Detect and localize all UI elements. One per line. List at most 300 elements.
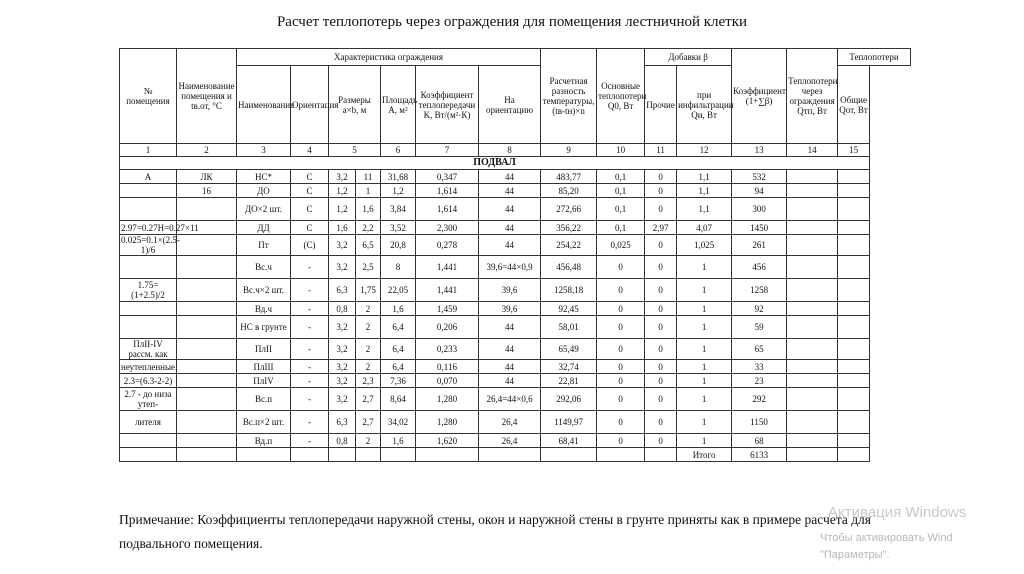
table-cell: 16 xyxy=(177,184,237,198)
table-cell: 1150 xyxy=(732,411,787,434)
table-cell: 0,278 xyxy=(416,235,479,256)
table-cell: 300 xyxy=(732,198,787,221)
table-cell: 22,81 xyxy=(541,374,597,388)
table-cell xyxy=(120,256,177,279)
table-cell: 2 xyxy=(356,302,381,316)
table-row xyxy=(120,302,911,316)
header-enclosure-name: Наименование xyxy=(237,66,291,144)
col-number: 4 xyxy=(291,144,329,157)
table-cell xyxy=(381,448,416,462)
table-row xyxy=(120,221,911,235)
table-cell: 8 xyxy=(381,256,416,279)
table-cell: 0,233 xyxy=(416,339,479,360)
table-cell: 7,36 xyxy=(381,374,416,388)
table-cell: 0 xyxy=(597,316,645,339)
table-cell: лителя xyxy=(120,411,177,434)
header-orientation: Ориентация xyxy=(291,66,329,144)
table-cell: ПлII-IV рассм. как xyxy=(120,339,177,360)
table-cell xyxy=(838,302,870,316)
table-cell: 1 xyxy=(677,279,732,302)
table-cell xyxy=(787,388,838,411)
table-cell: 44 xyxy=(479,235,541,256)
table-cell: 1,441 xyxy=(416,279,479,302)
table-cell xyxy=(177,339,237,360)
watermark-line: Чтобы активировать Wind xyxy=(820,532,953,544)
table-cell: - xyxy=(291,388,329,411)
col-number: 2 xyxy=(177,144,237,157)
table-cell: НС* xyxy=(237,170,291,184)
table-cell: 2 xyxy=(356,360,381,374)
table-cell xyxy=(838,279,870,302)
table-row xyxy=(120,279,911,302)
col-number: 3 xyxy=(237,144,291,157)
table-cell: 0 xyxy=(645,184,677,198)
table-cell: Вс.п xyxy=(237,388,291,411)
table-cell: 3,2 xyxy=(329,235,356,256)
table-cell: 2,97 xyxy=(645,221,677,235)
table-cell: 1,280 xyxy=(416,411,479,434)
table-cell: 34,02 xyxy=(381,411,416,434)
table-cell: - xyxy=(291,374,329,388)
table-cell xyxy=(291,448,329,462)
table-cell: Вс.п×2 шт. xyxy=(237,411,291,434)
table-cell: 1 xyxy=(677,302,732,316)
col-number: 5 xyxy=(329,144,381,157)
table-cell: 0,1 xyxy=(597,198,645,221)
table-cell xyxy=(177,360,237,374)
table-cell: 3,2 xyxy=(329,316,356,339)
footnote: Примечание: Коэффициенты теплопередачи наружной стены, окон и наружной стены в грунте приняты как в примере расчета для подвального помещения. xyxy=(119,512,872,551)
header-area: Площадь A, м² xyxy=(381,66,416,144)
table-cell: 6,5 xyxy=(356,235,381,256)
header-infiltration: при инфильтрации Qи, Вт xyxy=(677,66,732,144)
table-cell: 1,614 xyxy=(416,184,479,198)
table-cell: 0,1 xyxy=(597,170,645,184)
table-cell: 1,280 xyxy=(416,388,479,411)
table-cell: 0,025 xyxy=(597,235,645,256)
table-cell: 0.025=0.1×(2.5-1)/6 xyxy=(121,235,180,255)
table-cell: 32,74 xyxy=(541,360,597,374)
table-cell: 0,8 xyxy=(329,302,356,316)
table-cell xyxy=(356,448,381,462)
header-add-orientation: На ориентацию xyxy=(479,66,541,144)
table-cell: 39,6 xyxy=(479,279,541,302)
table-cell: 1,2 xyxy=(381,184,416,198)
table-cell xyxy=(120,184,177,198)
table-cell: 68,41 xyxy=(541,434,597,448)
table-cell: 1149,97 xyxy=(541,411,597,434)
table-cell: 1 xyxy=(677,388,732,411)
table-cell xyxy=(120,198,177,221)
table-cell: 1,620 xyxy=(416,434,479,448)
table-cell xyxy=(838,360,870,374)
table-cell: - xyxy=(291,279,329,302)
table-cell: 2 xyxy=(356,316,381,339)
table-cell xyxy=(787,221,838,235)
table-cell xyxy=(787,170,838,184)
table-row xyxy=(120,170,911,184)
table-cell xyxy=(177,374,237,388)
table-cell xyxy=(787,279,838,302)
header-add-other: Прочие xyxy=(645,66,677,144)
table-cell xyxy=(838,170,870,184)
table-cell: 44 xyxy=(479,170,541,184)
table-cell: 0 xyxy=(645,360,677,374)
col-number: 7 xyxy=(416,144,479,157)
table-cell xyxy=(787,448,838,462)
table-cell xyxy=(645,448,677,462)
table-cell: 1 xyxy=(677,434,732,448)
table-cell xyxy=(838,448,870,462)
col-number: 9 xyxy=(541,144,597,157)
table-cell: Пт xyxy=(237,235,291,256)
table-cell: 2,3 xyxy=(356,374,381,388)
table-cell: 1,025 xyxy=(677,235,732,256)
table-cell: 2.7 - до низа утеп- xyxy=(120,388,177,411)
table-cell: 44 xyxy=(479,221,541,235)
col-number: 12 xyxy=(677,144,732,157)
table-cell: 58,01 xyxy=(541,316,597,339)
table-cell: 59 xyxy=(732,316,787,339)
table-row xyxy=(120,411,911,434)
table-cell: 3,2 xyxy=(329,256,356,279)
table-cell: 0 xyxy=(645,198,677,221)
table-cell xyxy=(597,448,645,462)
table-cell: 1 xyxy=(677,316,732,339)
table-cell: 0,070 xyxy=(416,374,479,388)
table-row xyxy=(120,448,911,462)
table-cell: Вс.ч×2 шт. xyxy=(237,279,291,302)
table-cell: 0 xyxy=(597,256,645,279)
table-cell: 44 xyxy=(479,374,541,388)
table-cell xyxy=(787,434,838,448)
table-cell: 1,459 xyxy=(416,302,479,316)
table-cell: 4,07 xyxy=(677,221,732,235)
table-cell: 3,2 xyxy=(329,339,356,360)
table-cell xyxy=(479,448,541,462)
col-number: 11 xyxy=(645,144,677,157)
table-cell: - xyxy=(291,339,329,360)
table-cell: 1.75=(1+2.5)/2 xyxy=(120,279,177,302)
table-cell xyxy=(177,388,237,411)
table-cell: 1,1 xyxy=(677,184,732,198)
table-cell: 0 xyxy=(597,434,645,448)
table-cell: 44 xyxy=(479,360,541,374)
table-cell: - xyxy=(291,411,329,434)
table-cell: 0 xyxy=(645,434,677,448)
table-cell: 254,22 xyxy=(541,235,597,256)
table-cell xyxy=(177,411,237,434)
table-cell: 2,5 xyxy=(356,256,381,279)
table-cell: 0 xyxy=(645,339,677,360)
table-cell xyxy=(120,316,177,339)
table-cell: 68 xyxy=(732,434,787,448)
table-cell: 456 xyxy=(732,256,787,279)
table-cell: 92 xyxy=(732,302,787,316)
table-cell: 3,84 xyxy=(381,198,416,221)
table-cell: 1,2 xyxy=(329,198,356,221)
table-cell xyxy=(838,434,870,448)
table-row xyxy=(120,316,911,339)
table-cell: 1,441 xyxy=(416,256,479,279)
table-row xyxy=(120,235,911,256)
table-cell xyxy=(787,256,838,279)
col-number: 10 xyxy=(597,144,645,157)
table-cell: 0 xyxy=(645,256,677,279)
watermark-title: Активация Windows xyxy=(828,504,967,521)
table-cell: Итого xyxy=(677,448,732,462)
table-cell xyxy=(838,388,870,411)
page-title: Расчет теплопотерь через ограждения для помещения лестничной клетки xyxy=(276,14,748,30)
table-cell: 1,1 xyxy=(677,170,732,184)
table-cell: 31,68 xyxy=(381,170,416,184)
section-title: ПОДВАЛ xyxy=(120,157,870,170)
table-cell: 1,1 xyxy=(677,198,732,221)
table-cell: 0,206 xyxy=(416,316,479,339)
table-cell: 1 xyxy=(677,360,732,374)
col-number: 6 xyxy=(381,144,416,157)
table-cell xyxy=(838,235,870,256)
table-cell: - xyxy=(291,434,329,448)
table-cell xyxy=(838,256,870,279)
table-cell xyxy=(177,316,237,339)
table-cell xyxy=(177,198,237,221)
header-room-name: Наименование помещения и tв.от, °С xyxy=(177,49,237,144)
header-main-loss: Основные теплопотери Q0, Вт xyxy=(597,49,645,144)
table-cell: 1258,18 xyxy=(541,279,597,302)
table-cell: 0 xyxy=(645,374,677,388)
table-cell: 0,347 xyxy=(416,170,479,184)
column-numbers-row xyxy=(120,144,911,157)
table-row xyxy=(120,360,911,374)
table-cell: 6133 xyxy=(732,448,787,462)
table-cell xyxy=(838,374,870,388)
table-cell xyxy=(787,198,838,221)
header-general: Общие Qот, Вт xyxy=(838,66,870,144)
table-cell: 2 xyxy=(356,434,381,448)
table-cell: 0 xyxy=(645,388,677,411)
table-cell: неутепленные xyxy=(121,361,175,372)
table-cell: 2.97=0.27Н=0.27×11 xyxy=(121,222,199,233)
table-cell: Вд.ч xyxy=(237,302,291,316)
table-cell: 6,4 xyxy=(381,339,416,360)
table-cell: 456,48 xyxy=(541,256,597,279)
table-cell: 1258 xyxy=(732,279,787,302)
header-group-enclosure: Характеристика ограждения xyxy=(237,49,541,66)
table-cell: 532 xyxy=(732,170,787,184)
table-cell xyxy=(787,339,838,360)
table-cell: 0 xyxy=(597,388,645,411)
table-row xyxy=(120,374,911,388)
table-cell: ДО×2 шт. xyxy=(237,198,291,221)
table-cell xyxy=(787,184,838,198)
table-cell: ПлIII xyxy=(237,360,291,374)
col-number: 14 xyxy=(787,144,838,157)
table-cell: С xyxy=(291,198,329,221)
table-cell: 1,6 xyxy=(381,434,416,448)
table-cell: 0,1 xyxy=(597,221,645,235)
table-cell: 0 xyxy=(597,360,645,374)
table-cell: 44 xyxy=(479,339,541,360)
table-cell: 26,4=44×0,6 xyxy=(479,388,541,411)
table-cell: 92,45 xyxy=(541,302,597,316)
table-cell: 94 xyxy=(732,184,787,198)
table-cell xyxy=(120,448,177,462)
table-cell: 0 xyxy=(645,235,677,256)
table-cell: С xyxy=(291,184,329,198)
table-cell: 0 xyxy=(597,302,645,316)
table-cell: 33 xyxy=(732,360,787,374)
col-number: 13 xyxy=(732,144,787,157)
table-cell xyxy=(838,316,870,339)
table-cell xyxy=(787,411,838,434)
table-cell: 2,2 xyxy=(356,221,381,235)
table-cell: 3,52 xyxy=(381,221,416,235)
header-sizes: Размеры a×b, м xyxy=(329,66,381,144)
table-cell xyxy=(838,198,870,221)
table-cell: 261 xyxy=(732,235,787,256)
table-cell: (С) xyxy=(291,235,329,256)
table-cell: 0,1 xyxy=(597,184,645,198)
header-group-additions: Добавки β xyxy=(645,49,732,66)
table-cell: 26,4 xyxy=(479,411,541,434)
table-cell xyxy=(120,302,177,316)
table-cell: 1 xyxy=(677,411,732,434)
table-cell: 1,75 xyxy=(356,279,381,302)
table-cell: 44 xyxy=(479,198,541,221)
table-cell: 2,300 xyxy=(416,221,479,235)
table-cell: 3,2 xyxy=(329,388,356,411)
table-cell: С xyxy=(291,170,329,184)
table-cell xyxy=(177,302,237,316)
table-cell: 2.3=(6.3-2-2) xyxy=(120,374,177,388)
table-cell: - xyxy=(291,302,329,316)
table-cell: 44 xyxy=(479,316,541,339)
table-cell xyxy=(177,279,237,302)
table-cell: 1 xyxy=(677,339,732,360)
table-cell: 0 xyxy=(645,170,677,184)
table-cell: 1,6 xyxy=(356,198,381,221)
table-cell: ДД xyxy=(237,221,291,235)
table-cell: 20,8 xyxy=(381,235,416,256)
table-cell: 292,06 xyxy=(541,388,597,411)
table-cell: 6,4 xyxy=(381,360,416,374)
table-cell: 0 xyxy=(597,279,645,302)
table-cell: 0,8 xyxy=(329,434,356,448)
table-cell xyxy=(177,235,237,256)
table-cell: 3,2 xyxy=(329,374,356,388)
table-cell: ДО xyxy=(237,184,291,198)
col-number: 8 xyxy=(479,144,541,157)
table-cell: Вс.ч xyxy=(237,256,291,279)
table-cell xyxy=(177,434,237,448)
table-cell: 2 xyxy=(356,339,381,360)
header-coefficient: Коэффициент теплопередачи K, Вт/(м²·К) xyxy=(416,66,479,144)
table-cell: 483,77 xyxy=(541,170,597,184)
table-cell: 0 xyxy=(645,302,677,316)
table-cell xyxy=(838,221,870,235)
table-cell: 85,20 xyxy=(541,184,597,198)
table-cell xyxy=(329,448,356,462)
table-cell xyxy=(838,339,870,360)
table-cell: 1,2 xyxy=(329,184,356,198)
table-cell: 1 xyxy=(677,256,732,279)
table-cell: 44 xyxy=(479,184,541,198)
table-cell: 1450 xyxy=(732,221,787,235)
header-coef-sum: Коэффициент (1+∑β) xyxy=(732,49,787,144)
table-cell: 0,116 xyxy=(416,360,479,374)
table-cell: - xyxy=(291,256,329,279)
table-cell: 6,4 xyxy=(381,316,416,339)
header-group-losses: Теплопотери xyxy=(838,49,911,66)
table-row xyxy=(120,434,911,448)
table-row xyxy=(120,198,911,221)
table-cell: 39,6 xyxy=(479,302,541,316)
table-cell: НС в грунте xyxy=(237,316,291,339)
table-cell: Вд.п xyxy=(237,434,291,448)
header-total-loss: Теплопотери через ограждения Qтп, Вт xyxy=(787,49,838,144)
table-cell: 65 xyxy=(732,339,787,360)
table-cell: 3,2 xyxy=(329,170,356,184)
table-cell: - xyxy=(291,316,329,339)
heat-loss-table xyxy=(119,48,911,462)
table-cell: ПлII xyxy=(237,339,291,360)
header-room-no: № помещения xyxy=(120,49,177,144)
table-cell: 3,2 xyxy=(329,360,356,374)
table-cell: 0 xyxy=(645,279,677,302)
table-cell: 0 xyxy=(597,339,645,360)
table-cell: 2,7 xyxy=(356,411,381,434)
col-number: 1 xyxy=(120,144,177,157)
header-temp-diff: Расчетная разность температуры, (tв-tн)×n xyxy=(541,49,597,144)
table-cell: 23 xyxy=(732,374,787,388)
table-row xyxy=(120,388,911,411)
table-cell: 272,66 xyxy=(541,198,597,221)
table-cell: 1,6 xyxy=(381,302,416,316)
table-cell xyxy=(787,360,838,374)
table-cell: 1 xyxy=(677,374,732,388)
table-cell: 1,6 xyxy=(329,221,356,235)
table-cell: 2,7 xyxy=(356,388,381,411)
table-cell: 1,614 xyxy=(416,198,479,221)
table-cell xyxy=(177,256,237,279)
table-row xyxy=(120,256,911,279)
table-cell: 6,3 xyxy=(329,411,356,434)
table-cell: С xyxy=(291,221,329,235)
table-cell: 0 xyxy=(645,411,677,434)
table-cell xyxy=(838,184,870,198)
table-cell xyxy=(416,448,479,462)
table-cell xyxy=(838,411,870,434)
table-cell: 0 xyxy=(597,411,645,434)
table-cell xyxy=(237,448,291,462)
table-cell xyxy=(177,448,237,462)
table-cell: 22,05 xyxy=(381,279,416,302)
table-cell: 0 xyxy=(597,374,645,388)
table-cell: 356,22 xyxy=(541,221,597,235)
table-cell: 0 xyxy=(645,316,677,339)
table-cell xyxy=(787,235,838,256)
table-cell xyxy=(787,374,838,388)
table-cell: 39,6=44×0,9 xyxy=(479,256,541,279)
table-cell: 65,49 xyxy=(541,339,597,360)
table-cell xyxy=(787,316,838,339)
table-cell: ПлIV xyxy=(237,374,291,388)
table-row xyxy=(120,184,911,198)
table-cell: ЛК xyxy=(177,170,237,184)
table-cell: 11 xyxy=(356,170,381,184)
table-cell: 8,64 xyxy=(381,388,416,411)
